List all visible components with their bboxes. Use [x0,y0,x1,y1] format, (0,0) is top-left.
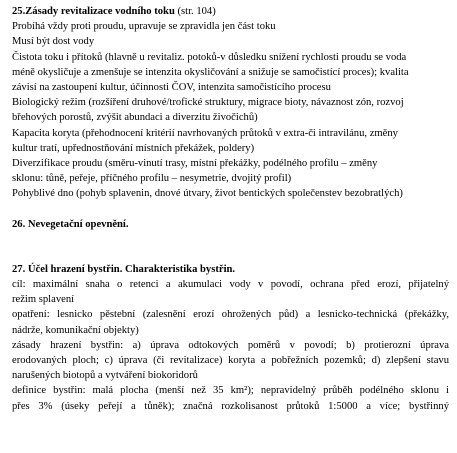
section-25-heading-line [12,4,449,19]
section-27-line: erodovaných ploch; c) úprava (či revitalizace) koryta a pobřežních pozemků; d) zlepšení stavu [12,355,449,367]
section-25-line: závisí na zastoupení kultur, účinnosti ČOV, intenzita samočistícího procesu [12,82,331,94]
section-27-line: cíl: maximální snaha o retenci a akumulaci vody v povodí, ochrana před erozí, přijatelný [12,279,449,291]
section-27-line: přes 3% (úseky peřejí a tůněk); značná rozkolisanost průtoků 1:5000 a více; bystřinný [12,400,449,412]
section-25-line: Čistota toku i přítoků (hlavně u revitaliz. potoků-v důsledku snížení rychlosti proudu se voda [12,51,407,63]
section-25-line: sklonu: tůně, peřeje, příčného profilu – nesymetrie, dvojitý profil) [12,173,292,185]
section-26-heading: 26. Nevegetační opevnění. [12,218,129,230]
paragraph-gap [12,232,449,262]
section-25-line: Musí být dost vody [12,36,95,48]
section-27-line: narušených biotopů a vytváření biokoridorů [12,370,198,382]
section-27-line: zásady hrazení bystřin: a) úprava odtokových poměrů v povodí; b) protierozní úprava [12,339,449,351]
section-27-line: opatření: lesnicko pěstební (zalesnění erozí ohrožených půd) a lesnicko-technická (překážky, [12,309,449,321]
section-25-line: kultur tratí, upřednostňování místních překážek, poldery) [12,142,255,154]
section-25-line: Kapacita koryta (přehodnocení kritérií navrhovaných průtoků v extra-či intravilánu, změny [12,127,398,139]
section-25-line: Diverzifikace proudu (směru-vinutí trasy, místní překážky, podélného profilu – změny [12,158,378,170]
section-27-line: definice bystřin: malá plocha (menší než 35 km²); nepravidelný průběh podélného sklonu i [12,385,449,397]
paragraph-gap [12,202,449,217]
section-25-page-reference: (str. 104) [174,6,216,17]
section-27-line: režim splavení [12,294,75,306]
section-25-line: Biologický režim (rozšíření druhové/trofické struktury, migrace bioty, návaznost zón, rozvoj [12,97,404,109]
section-25-line: Pohyblivé dno (pohyb splavenin, dnové útvary, život bentických společenstev bezobratlých) [12,188,403,200]
section-25-line: břehových porostů, zvýšit abundaci a diverzitu živočichů) [12,112,258,124]
section-27-heading: 27. Účel hrazení bystřin. Charakteristika bystřin. [12,263,236,275]
section-25-line: Probíhá vždy proti proudu, upravuje se zpravidla jen část toku [12,21,276,33]
section-25-heading: 25.Zásady revitalizace vodního toku [12,6,175,17]
section-25-line: méně okysličuje a zmenšuje se intenzita okysličování a snižuje se samočistící proces); kvalita [12,66,409,78]
section-27-line: nádrže, komunikační objekty) [12,324,139,336]
